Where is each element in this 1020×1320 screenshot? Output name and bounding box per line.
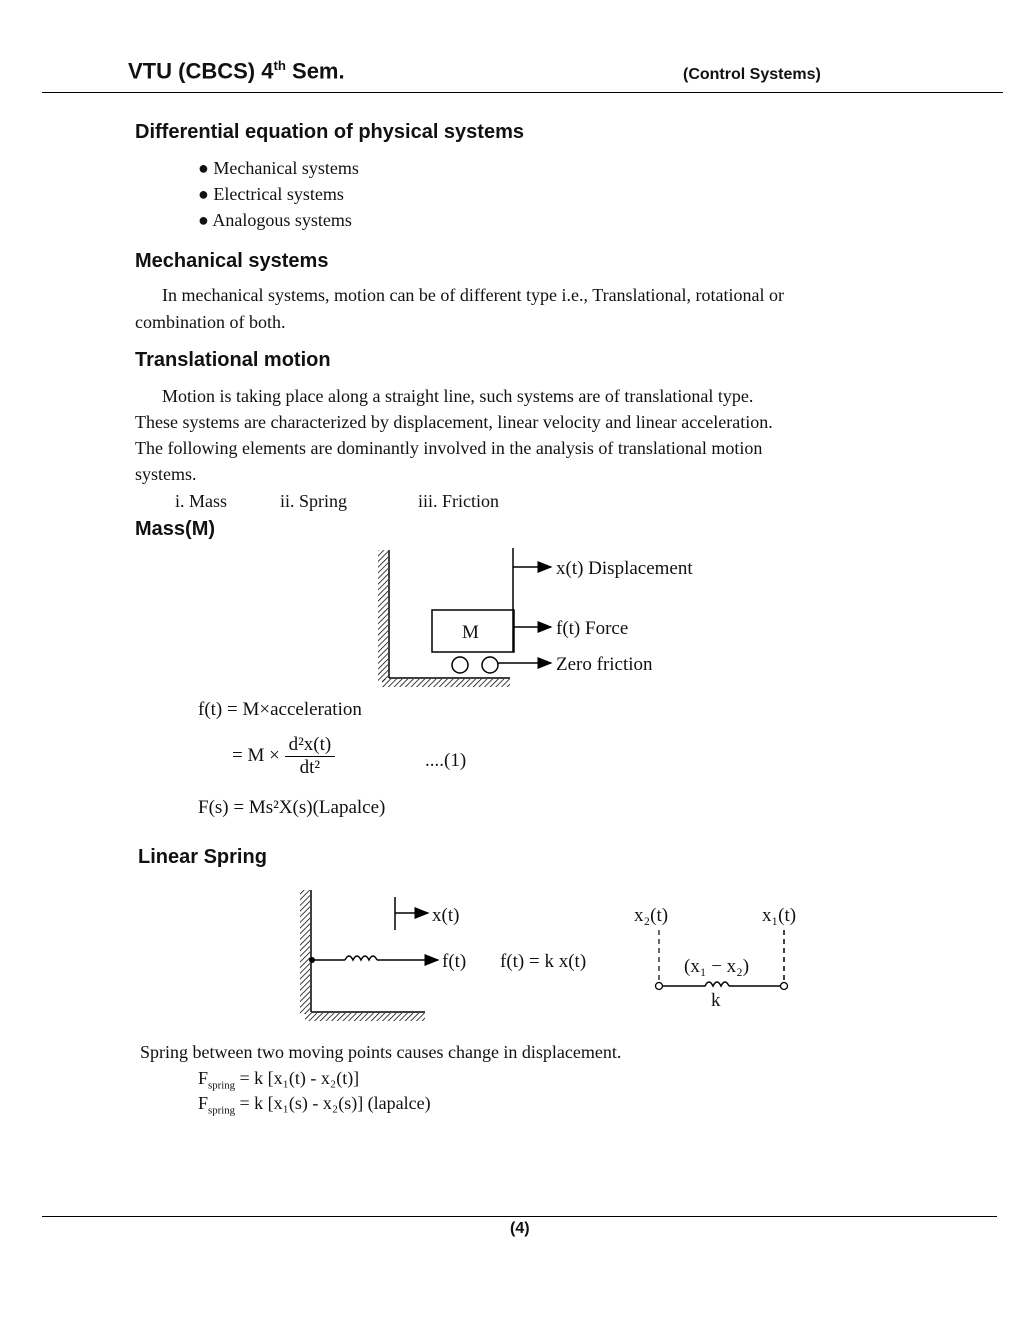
spring-icon <box>662 982 781 986</box>
difference-label: (x₁ − x₂) <box>684 956 750 977</box>
bullet-text: Analogous systems <box>212 210 352 230</box>
equation-rhs: = k [x₁(t) - x₂(t)] <box>239 1068 360 1088</box>
bullet-text: Electrical systems <box>213 184 344 204</box>
bullet-item: ● Electrical systems <box>198 184 344 204</box>
fraction-numerator: d²x(t) <box>285 734 336 757</box>
bullet-text: Mechanical systems <box>213 158 359 178</box>
wall <box>378 550 388 682</box>
equation-laplace: F(s) = Ms²X(s)(Lapalce) <box>198 797 386 818</box>
paragraph-line: The following elements are dominantly involved in the analysis of translational motion <box>135 438 763 458</box>
wheel <box>482 657 498 673</box>
title-text: VTU (CBCS) 4 <box>128 58 274 84</box>
paragraph-line: systems. <box>135 464 197 484</box>
f-label: f(t) <box>442 951 467 972</box>
bullet-item: ● Mechanical systems <box>198 158 359 178</box>
mass-diagram <box>378 548 693 687</box>
paragraph-line: combination of both. <box>135 312 286 332</box>
paragraph-line: Motion is taking place along a straight line, such systems are of translational type. <box>162 386 754 406</box>
spring-equation-time <box>198 1068 359 1092</box>
heading-translational-motion: Translational motion <box>135 349 331 371</box>
x-label: x(t) <box>432 905 460 926</box>
fraction-denominator: dt² <box>299 757 321 778</box>
k-label: k <box>711 990 721 1011</box>
footer-rule <box>42 1216 997 1217</box>
equation-force: f(t) = M×acceleration <box>198 699 362 720</box>
element-friction: iii. Friction <box>418 491 499 511</box>
paragraph-line: In mechanical systems, motion can be of different type i.e., Translational, rotational or <box>162 285 785 305</box>
spring-equation-laplace <box>198 1093 431 1117</box>
f-symbol: F <box>198 1068 209 1088</box>
heading-linear-spring: Linear Spring <box>138 846 267 868</box>
heading-mechanical-systems: Mechanical systems <box>135 250 329 272</box>
title-sup: th <box>273 58 286 73</box>
f-subscript: spring <box>208 1104 236 1117</box>
element-mass: i. Mass <box>175 491 228 511</box>
mass-label: M <box>462 622 479 643</box>
f-subscript: spring <box>208 1079 236 1092</box>
element-spring: ii. Spring <box>280 491 348 511</box>
friction-label: Zero friction <box>556 654 653 675</box>
fraction <box>285 734 336 779</box>
force-label: f(t) Force <box>556 618 629 639</box>
paragraph-line: These systems are characterized by displacement, linear velocity and linear acceleration. <box>135 412 773 432</box>
eq-prefix: = M × <box>232 744 280 766</box>
page-header-subject: (Control Systems) <box>683 66 821 83</box>
displacement-label: x(t) Displacement <box>556 558 693 579</box>
x2-label: x₂(t) <box>634 905 669 926</box>
bullet-item: ● Analogous systems <box>198 210 352 230</box>
x1-label: x₁(t) <box>762 905 797 926</box>
equation-rhs: = k [x₁(s) - x₂(s)] (lapalce) <box>239 1093 431 1113</box>
spring-diagram <box>300 890 796 1021</box>
equation-second-derivative <box>232 734 335 779</box>
wall <box>300 890 310 1014</box>
heading-mass: Mass(M) <box>135 518 216 540</box>
equation-number: ....(1) <box>425 750 467 771</box>
page-number: (4) <box>510 1220 530 1237</box>
title-suffix: Sem. <box>285 58 345 84</box>
spring-note: Spring between two moving points causes change in displacement. <box>140 1042 622 1062</box>
wheel <box>452 657 468 673</box>
spring-icon <box>312 956 438 960</box>
f-symbol: F <box>198 1093 209 1113</box>
spring-law: f(t) = k x(t) <box>500 951 587 972</box>
heading-differential-equation: Differential equation of physical systems <box>135 121 524 143</box>
